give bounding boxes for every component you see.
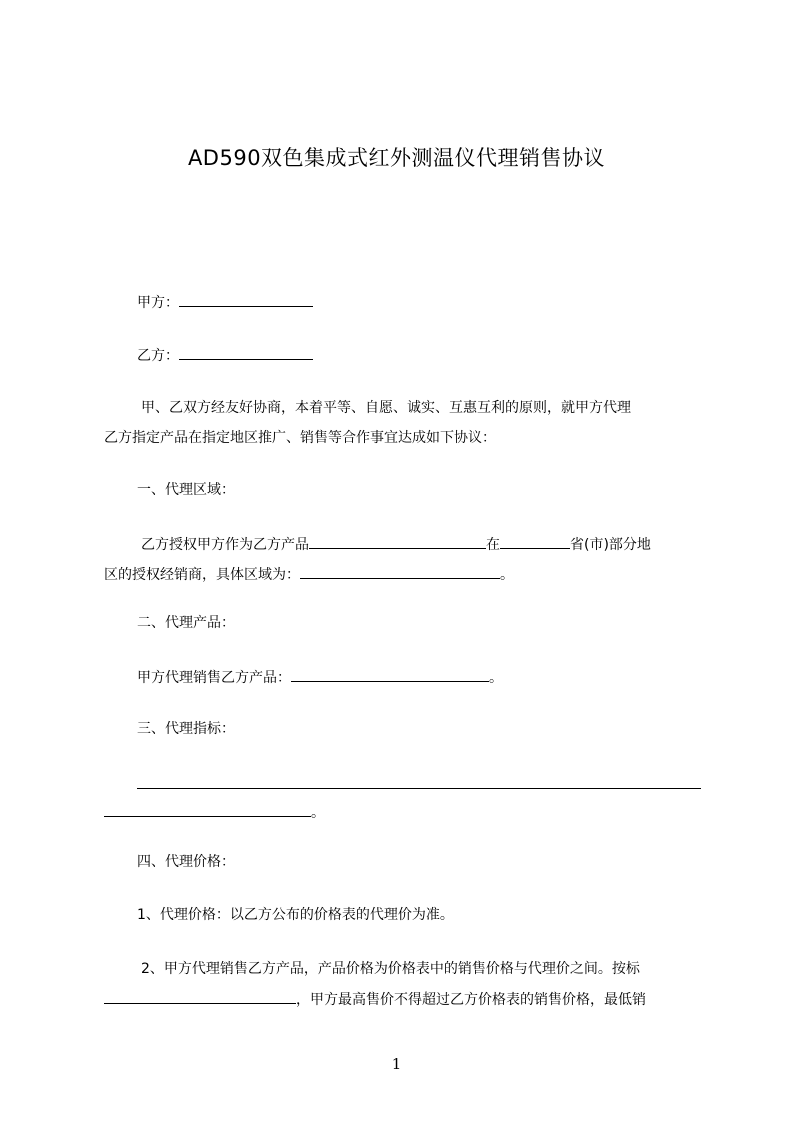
- section-4-item-2-line-2: [104, 988, 646, 1010]
- section-4-item-2-text: ，甲方最高售价不得超过乙方价格表的销售价格，最低销: [296, 992, 646, 1008]
- section-3-heading: 三、代理指标：: [137, 721, 235, 737]
- agent-product-blank: [291, 666, 489, 682]
- section-4-item-2-line-1: 2、甲方代理销售乙方产品，产品价格为价格表中的销售价格与代理价之间。按标: [141, 961, 640, 977]
- section-1-text-a: 乙方授权甲方作为乙方产品: [141, 537, 309, 553]
- party-b-blank: [179, 344, 313, 360]
- section-1-heading: 一、代理区域：: [137, 482, 235, 498]
- section-1-text-d: 区的授权经销商，具体区域为：: [104, 567, 300, 583]
- target-blank-line-2: [104, 801, 311, 817]
- standard-blank: [104, 988, 296, 1004]
- product-blank: [309, 533, 486, 549]
- section-1-paragraph-line-1: [141, 533, 651, 555]
- page-number: 1: [391, 1055, 402, 1073]
- document-title: AD590双色集成式红外测温仪代理销售协议: [187, 146, 606, 170]
- section-2-line: [137, 666, 503, 688]
- party-a-label: 甲方：: [137, 295, 179, 311]
- party-b-line: [137, 344, 313, 366]
- party-b-label: 乙方：: [137, 348, 179, 364]
- section-2-text: 甲方代理销售乙方产品：: [137, 670, 291, 686]
- section-2-heading: 二、代理产品：: [137, 615, 235, 631]
- party-a-blank: [179, 291, 313, 307]
- section-3-period: 。: [311, 805, 325, 821]
- target-blank-line-1: [137, 773, 701, 789]
- party-a-line: [137, 291, 313, 313]
- section-1-period: 。: [500, 567, 514, 583]
- section-1-text-c: 省(市)部分地: [570, 537, 651, 553]
- section-1-text-b: 在: [486, 537, 500, 553]
- intro-line-1: 甲、乙双方经友好协商，本着平等、自愿、诚实、互惠互利的原则，就甲方代理: [141, 400, 631, 416]
- section-1-paragraph-line-2: [104, 563, 514, 585]
- province-blank: [500, 533, 570, 549]
- section-4-heading: 四、代理价格：: [137, 854, 235, 870]
- section-4-item-1: 1、代理价格：以乙方公布的价格表的代理价为准。: [137, 907, 454, 923]
- section-3-line-2: [104, 801, 325, 823]
- section-2-period: 。: [489, 670, 503, 686]
- intro-line-2: 乙方指定产品在指定地区推广、销售等合作事宜达成如下协议：: [104, 430, 496, 446]
- region-blank: [300, 563, 500, 579]
